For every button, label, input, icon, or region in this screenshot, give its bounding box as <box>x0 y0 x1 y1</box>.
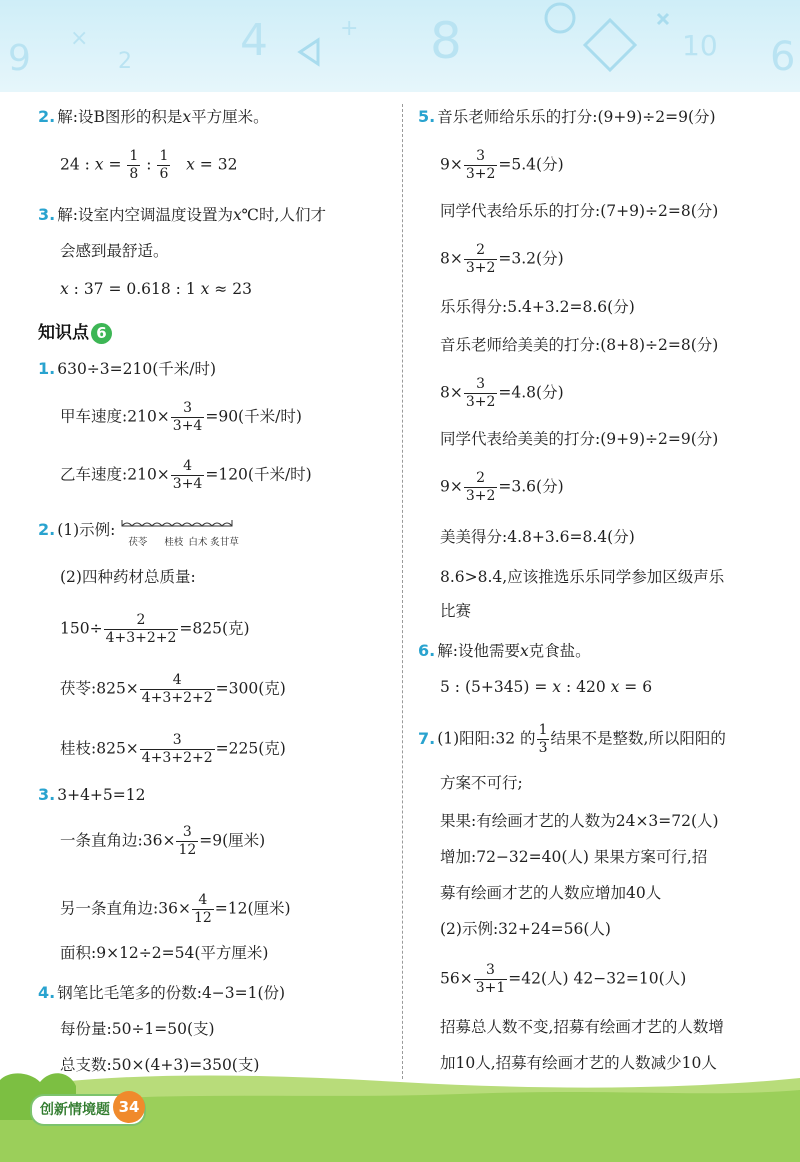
k7-line-7: 56× $\frac{3}{3+1}$ =42(人) 42−32=10(人) <box>440 962 687 996</box>
k4-line-3: 总支数:50×(4+3)=350(支) <box>60 1056 260 1074</box>
k1-line-3: 乙车速度:210× $\frac{4}{3+4}$ =120(千米/时) <box>60 458 312 492</box>
svg-text:9: 9 <box>8 38 31 79</box>
k7-line-6: (2)示例:32+24=56(人) <box>440 920 611 938</box>
answer-2-line-1: 2. 解:设B图形的积是𝑥平方厘米。 <box>38 107 269 126</box>
column-divider <box>402 104 403 1079</box>
k2-line-5: 桂枝:825× $\frac{3}{4+3+2+2}$ =225(克) <box>60 732 286 766</box>
k1-line-2: 甲车速度:210× $\frac{3}{3+4}$ =90(千米/时) <box>60 400 302 434</box>
k5-line-8: 同学代表给美美的打分:(9+9)÷2=9(分) <box>440 430 719 448</box>
herb-ratio-diagram: 茯苓 桂枝 白术 炙甘草 <box>120 516 235 546</box>
k2-line-4: 茯苓:825× $\frac{4}{4+3+2+2}$ =300(克) <box>60 672 286 706</box>
section-title: 知识点 6 <box>38 318 112 344</box>
k5-line-1: 5. 音乐老师给乐乐的打分:(9+9)÷2=9(分) <box>418 107 716 126</box>
answer-3-line-1: 3. 解:设室内空调温度设置为𝑥℃时,人们才 <box>38 205 326 224</box>
question-number: 2. <box>38 107 56 126</box>
fraction: $\frac{1}{6}$ <box>159 148 169 182</box>
svg-text:6: 6 <box>770 34 796 80</box>
k4-line-1: 4. 钢笔比毛笔多的份数:4−3=1(份) <box>38 983 286 1002</box>
k5-line-9: 9× $\frac{2}{3+2}$ =3.6(分) <box>440 470 564 504</box>
k3-line-2: 一条直角边:36× $\frac{3}{12}$ =9(厘米) <box>60 824 266 858</box>
k6-line-1: 6. 解:设他需要𝑥克食盐。 <box>418 641 591 660</box>
svg-text:8: 8 <box>430 12 462 70</box>
k4-line-2: 每份量:50÷1=50(支) <box>60 1020 215 1038</box>
decorative-math-symbols <box>0 0 800 92</box>
header-banner <box>0 0 800 92</box>
k5-line-10: 美美得分:4.8+3.6=8.4(分) <box>440 528 635 546</box>
k7-line-4: 增加:72−32=40(人) 果果方案可行,招 <box>440 848 708 866</box>
answer-3-line-2: 会感到最舒适。 <box>60 242 169 260</box>
fraction: $\frac{1}{8}$ <box>129 148 139 182</box>
k7-line-8: 招募总人数不变,招募有绘画才艺的人数增 <box>440 1018 724 1036</box>
k7-line-9: 加10人,招募有绘画才艺的人数减少10人 <box>440 1054 717 1072</box>
k5-line-3: 同学代表给乐乐的打分:(7+9)÷2=8(分) <box>440 202 719 220</box>
k5-line-6: 音乐老师给美美的打分:(8+8)÷2=8(分) <box>440 336 719 354</box>
k5-line-7: 8× $\frac{3}{3+2}$ =4.8(分) <box>440 376 564 410</box>
k5-line-12: 比赛 <box>440 602 472 620</box>
k7-line-1: 7. (1)阳阳:32 的 $\frac{1}{3}$ 结果不是整数,所以阳阳的 <box>418 722 726 756</box>
section-badge: 6 <box>91 323 112 344</box>
svg-text:2: 2 <box>118 49 132 74</box>
k5-line-11: 8.6>8.4,应该推选乐乐同学参加区级声乐 <box>440 568 725 586</box>
k6-line-2: 5 : (5+345) = 𝑥 : 420 𝑥 = 6 <box>440 678 653 696</box>
section-label: 创新情境题 <box>30 1094 146 1126</box>
svg-text:4: 4 <box>240 15 268 66</box>
k2-line-2: (2)四种药材总质量: <box>60 568 196 586</box>
svg-text:10: 10 <box>682 29 718 62</box>
k5-line-2: 9× $\frac{3}{3+2}$ =5.4(分) <box>440 148 564 182</box>
answer-2-equation: 24 : 𝑥 = $\frac{1}{8}$ : $\frac{1}{6}$ 𝑥 = 32 <box>60 148 238 182</box>
k7-line-3: 果果:有绘画才艺的人数为24×3=72(人) <box>440 812 719 830</box>
svg-text:+: + <box>340 16 359 41</box>
k5-line-4: 8× $\frac{2}{3+2}$ =3.2(分) <box>440 242 564 276</box>
k7-line-2: 方案不可行; <box>440 774 523 792</box>
page-number: 34 <box>113 1091 145 1123</box>
k3-line-4: 面积:9×12÷2=54(平方厘米) <box>60 944 269 962</box>
k3-line-1: 3. 3+4+5=12 <box>38 785 146 804</box>
k2-line-3: 150÷ $\frac{2}{4+3+2+2}$ =825(克) <box>60 612 250 646</box>
svg-text:×: × <box>70 26 89 51</box>
k7-line-5: 募有绘画才艺的人数应增加40人 <box>440 884 662 902</box>
answer-3-equation: 𝑥 : 37 = 0.618 : 1 𝑥 ≈ 23 <box>60 280 252 298</box>
brace-segments <box>120 516 235 532</box>
k2-line-1: 2. (1)示例: 茯苓 桂枝 白术 炙甘草 <box>38 516 235 546</box>
k1-line-1: 1. 630÷3=210(千米/时) <box>38 359 217 378</box>
k3-line-3: 另一条直角边:36× $\frac{4}{12}$ =12(厘米) <box>60 892 291 926</box>
k5-line-5: 乐乐得分:5.4+3.2=8.6(分) <box>440 298 635 316</box>
